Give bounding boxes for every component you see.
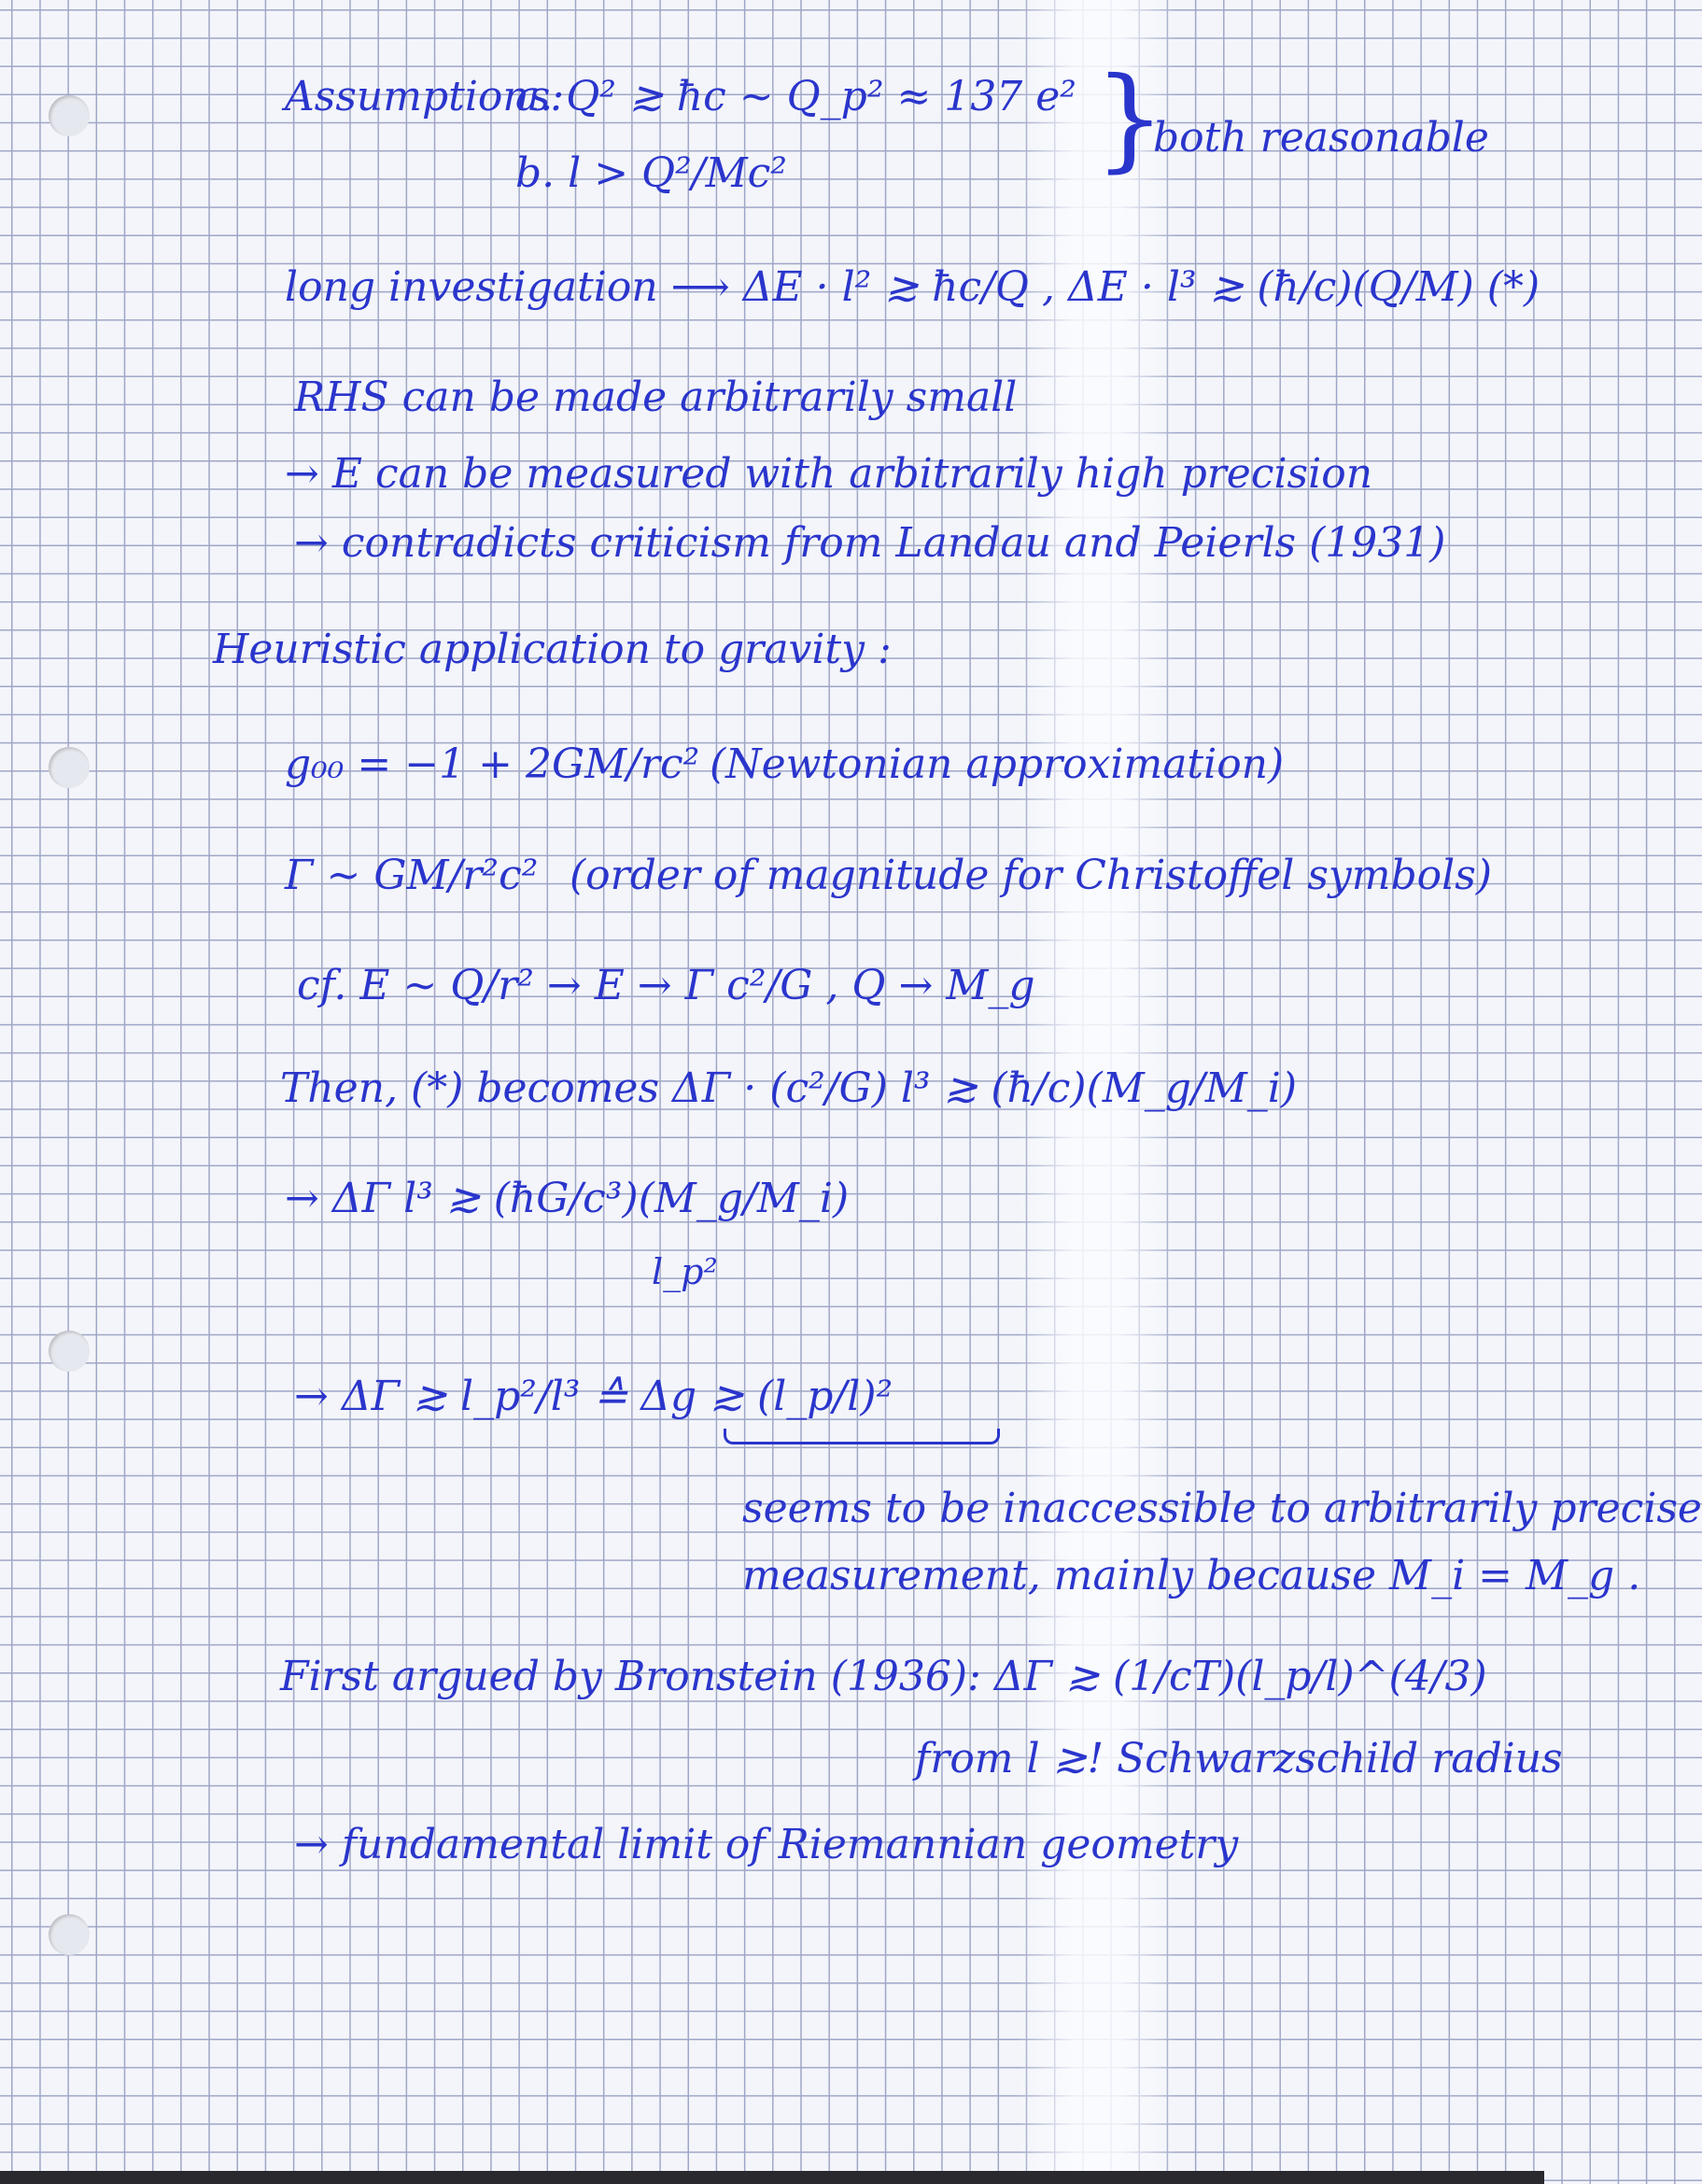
- right-brace: }: [1094, 54, 1166, 184]
- then-line: Then, (*) becomes ΔΓ · (c²/G) l³ ≳ (ħ/c)(M_g/M_i): [280, 1064, 1298, 1112]
- gamma-equation: Γ ~ GM/r²c²: [285, 852, 539, 899]
- assumptions-label: Assumptions:: [285, 73, 565, 120]
- assumption-b: b. l > Q²/Mc²: [515, 149, 787, 197]
- gamma-note: (order of magnitude for Christoffel symbols): [570, 852, 1492, 899]
- binder-hole: [49, 747, 90, 788]
- page-bottom-edge: [0, 2171, 1544, 2184]
- rhs-small-line: RHS can be made arbitrarily small: [294, 373, 1018, 421]
- from-l-line: from l ≳! Schwarzschild radius: [915, 1735, 1563, 1782]
- binder-hole: [49, 1331, 90, 1372]
- binder-hole: [49, 95, 90, 136]
- bronstein-line: First argued by Bronstein (1936): ΔΓ ≳ (1/cT)(l_p/l)^(4/3): [280, 1653, 1487, 1700]
- assumption-a: a. Q² ≳ ħc ~ Q_p² ≈ 137 e²: [515, 73, 1076, 120]
- both-reasonable-note: both reasonable: [1153, 114, 1489, 162]
- cf-line: cf. Ε ~ Q/r² → Ε → Γ c²/G , Q → M_g: [297, 962, 1035, 1009]
- seems-line-2: measurement, mainly because M_i = M_g .: [742, 1552, 1641, 1599]
- contradicts-line: → contradicts criticism from Landau and Peierls (1931): [294, 519, 1446, 567]
- step2-line: → ΔΓ ≳ l_p²/l³ ≙ Δg ≳ (l_p/l)²: [294, 1373, 893, 1420]
- planck-length-squared: l_p²: [652, 1251, 718, 1292]
- step1-line: → ΔΓ l³ ≳ (ħG/c³)(M_g/M_i): [285, 1175, 850, 1222]
- binder-hole: [49, 1914, 90, 1955]
- precision-line: → Ε can be measured with arbitrarily high precision: [285, 450, 1373, 498]
- g00-equation: g₀₀ = −1 + 2GM/rc²: [285, 740, 700, 788]
- g00-note: (Newtonian approximation): [710, 740, 1285, 788]
- seems-line-1: seems to be inaccessible to arbitrarily precise: [742, 1485, 1702, 1532]
- underbrace: [724, 1429, 1000, 1444]
- heuristic-heading: Heuristic application to gravity :: [213, 626, 892, 673]
- long-investigation-line: long investigation ⟶ ΔΕ · l² ≳ ħc/Q , ΔΕ · l³ ≳ (ħ/c)(Q/M) (*): [285, 263, 1540, 311]
- fundamental-limit-line: → fundamental limit of Riemannian geometry: [294, 1821, 1239, 1868]
